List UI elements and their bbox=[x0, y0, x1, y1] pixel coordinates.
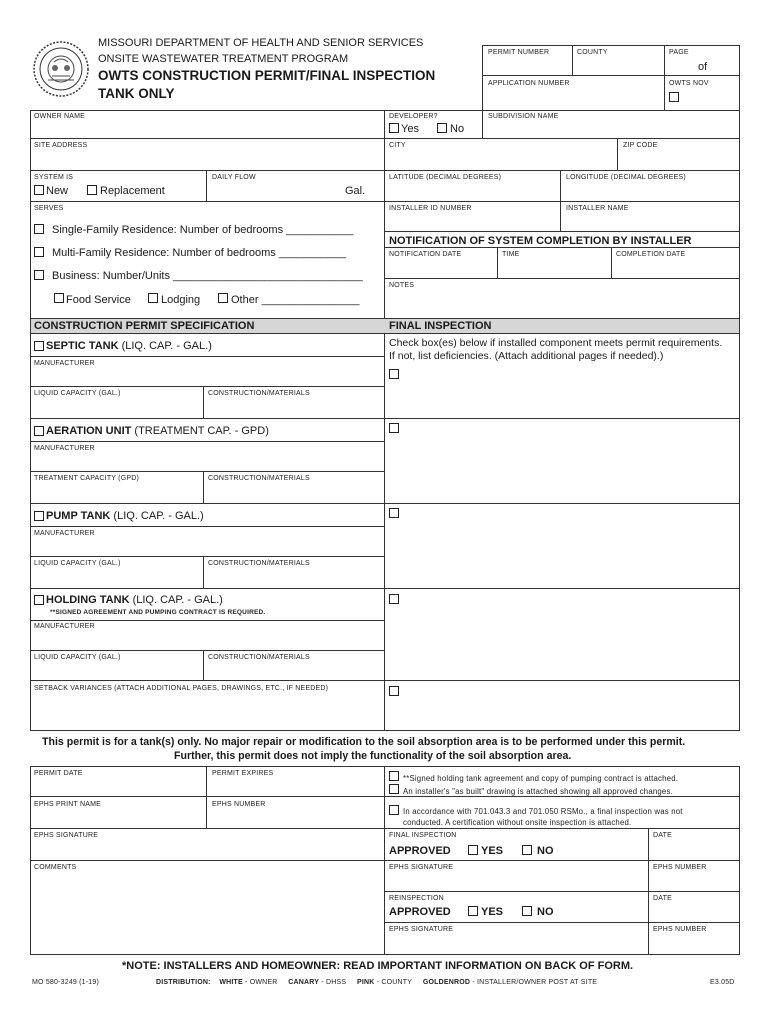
permit-expires-label: PERMIT EXPIRES bbox=[212, 770, 274, 777]
developer-no-checkbox[interactable] bbox=[437, 123, 447, 133]
application-number-label: APPLICATION NUMBER bbox=[488, 80, 570, 87]
form-title: OWTS CONSTRUCTION PERMIT/FINAL INSPECTION bbox=[98, 68, 436, 83]
site-address-label: SITE ADDRESS bbox=[34, 142, 88, 149]
developer-label: DEVELOPER? bbox=[389, 113, 438, 120]
aeration-manufacturer-label: MANUFACTURER bbox=[34, 445, 95, 452]
septic-tank-heading: SEPTIC TANK (LIQ. CAP. - GAL.) bbox=[46, 340, 212, 352]
permit-number-label: PERMIT NUMBER bbox=[488, 49, 550, 56]
ephs-print-name-label: EPHS PRINT NAME bbox=[34, 801, 102, 808]
lodging-label: Lodging bbox=[161, 294, 201, 306]
accordance-text-2: conducted. A certification without onsite inspection is attached. bbox=[403, 818, 632, 827]
statement-line-2: Further, this permit does not imply the functionality of the soil absorption area. bbox=[174, 750, 572, 762]
developer-yes-label: Yes bbox=[401, 123, 419, 135]
ephs-number-label: EPHS NUMBER bbox=[212, 801, 266, 808]
setback-label: SETBACK VARIANCES (ATTACH ADDITIONAL PAGES, DRAWINGS, ETC., IF NEEDED) bbox=[34, 685, 329, 692]
developer-yes-checkbox[interactable] bbox=[389, 123, 399, 133]
single-family-checkbox[interactable] bbox=[34, 224, 44, 234]
pump-construction-label: CONSTRUCTION/MATERIALS bbox=[208, 560, 310, 567]
time-label: TIME bbox=[502, 251, 520, 258]
final-ephs-number-label: EPHS NUMBER bbox=[653, 864, 707, 871]
owts-nov-checkbox[interactable] bbox=[669, 92, 679, 102]
accordance-text-1: In accordance with 701.043.3 and 701.050 RSMo., a final inspection was not bbox=[403, 807, 683, 816]
serves-label: SERVES bbox=[34, 205, 64, 212]
footer-note: *NOTE: INSTALLERS AND HOMEOWNER: READ IMPORTANT INFORMATION ON BACK OF FORM. bbox=[122, 960, 634, 972]
ephs-signature-label: EPHS SIGNATURE bbox=[34, 832, 99, 839]
septic-manufacturer-label: MANUFACTURER bbox=[34, 360, 95, 367]
city-label: CITY bbox=[389, 142, 406, 149]
page-of: of bbox=[698, 61, 708, 73]
system-replacement-checkbox[interactable] bbox=[87, 185, 97, 195]
aeration-unit-checkbox[interactable] bbox=[34, 426, 44, 436]
accordance-checkbox[interactable] bbox=[389, 805, 399, 815]
final-approved-no-checkbox[interactable] bbox=[522, 845, 532, 855]
pump-tank-checkbox[interactable] bbox=[34, 511, 44, 521]
construction-title: CONSTRUCTION PERMIT SPECIFICATION bbox=[34, 320, 255, 332]
final-inspection-title: FINAL INSPECTION bbox=[389, 320, 492, 332]
holding-construction-label: CONSTRUCTION/MATERIALS bbox=[208, 654, 310, 661]
system-replacement-label: Replacement bbox=[100, 185, 165, 197]
notification-title: NOTIFICATION OF SYSTEM COMPLETION BY INSTALLER bbox=[389, 235, 692, 247]
system-is-label: SYSTEM IS bbox=[34, 174, 74, 181]
longitude-label: LONGITUDE (DECIMAL DEGREES) bbox=[566, 174, 686, 181]
final-holding-checkbox[interactable] bbox=[389, 594, 399, 604]
final-ephs-signature-label: EPHS SIGNATURE bbox=[389, 864, 454, 871]
final-date-label: DATE bbox=[653, 832, 672, 839]
canary-label: CANARY bbox=[288, 979, 320, 986]
pump-tank-heading: PUMP TANK (LIQ. CAP. - GAL.) bbox=[46, 510, 204, 522]
notification-date-label: NOTIFICATION DATE bbox=[389, 251, 462, 258]
reinspection-yes-label: YES bbox=[481, 906, 504, 918]
reinspection-ephs-number-label: EPHS NUMBER bbox=[653, 926, 707, 933]
final-instructions-1: Check box(es) below if installed component meets permit requirements. bbox=[389, 337, 723, 349]
other-checkbox[interactable] bbox=[218, 293, 228, 303]
program-name: ONSITE WASTEWATER TREATMENT PROGRAM bbox=[98, 53, 349, 65]
signed-holding-text: **Signed holding tank agreement and copy of pumping contract is attached. bbox=[403, 774, 679, 783]
daily-flow-unit: Gal. bbox=[345, 185, 366, 197]
installer-name-label: INSTALLER NAME bbox=[566, 205, 629, 212]
permit-date-label: PERMIT DATE bbox=[34, 770, 83, 777]
septic-construction-label: CONSTRUCTION/MATERIALS bbox=[208, 390, 310, 397]
business-label: Business: Number/Units _______________________________ bbox=[52, 270, 363, 282]
goldenrod-label: GOLDENROD bbox=[422, 979, 471, 986]
white-label: WHITE bbox=[219, 979, 243, 986]
final-setback-checkbox[interactable] bbox=[389, 686, 399, 696]
comments-label: COMMENTS bbox=[34, 864, 77, 871]
system-new-label: New bbox=[46, 185, 69, 197]
developer-no-label: No bbox=[450, 123, 465, 135]
system-new-checkbox[interactable] bbox=[34, 185, 44, 195]
reinspection-approved-label: APPROVED bbox=[389, 906, 451, 918]
food-service-label: Food Service bbox=[66, 294, 131, 306]
form-id: MO 580-3249 (1-19) bbox=[32, 979, 100, 986]
reinspection-ephs-signature-label: EPHS SIGNATURE bbox=[389, 926, 454, 933]
reinspection-no-label: NO bbox=[537, 906, 554, 918]
holding-tank-heading: HOLDING TANK (LIQ. CAP. - GAL.) bbox=[46, 594, 223, 606]
as-built-text: An installer's "as built" drawing is attached showing all approved changes. bbox=[403, 787, 673, 796]
single-family-label: Single-Family Residence: Number of bedrooms ___________ bbox=[52, 224, 354, 236]
owts-nov-label: OWTS NOV bbox=[669, 80, 709, 87]
reinspection-no-checkbox[interactable] bbox=[522, 906, 532, 916]
installer-id-label: INSTALLER ID NUMBER bbox=[389, 205, 472, 212]
daily-flow-label: DAILY FLOW bbox=[212, 174, 256, 181]
statement-line-1: This permit is for a tank(s) only. No major repair or modification to the soil absorption area is to be performed under this permit. bbox=[42, 736, 686, 748]
notes-label: NOTES bbox=[389, 282, 415, 289]
latitude-label: LATITUDE (DECIMAL DEGREES) bbox=[389, 174, 502, 181]
final-septic-checkbox[interactable] bbox=[389, 369, 399, 379]
final-pump-checkbox[interactable] bbox=[389, 508, 399, 518]
septic-tank-checkbox[interactable] bbox=[34, 341, 44, 351]
pump-manufacturer-label: MANUFACTURER bbox=[34, 530, 95, 537]
subdivision-label: SUBDIVISION NAME bbox=[488, 113, 559, 120]
final-approved-label: APPROVED bbox=[389, 845, 451, 857]
pump-liquid-capacity-label: LIQUID CAPACITY (GAL.) bbox=[34, 560, 121, 567]
other-label: Other ________________ bbox=[231, 294, 360, 306]
state-seal bbox=[32, 40, 90, 98]
final-approved-yes-checkbox[interactable] bbox=[468, 845, 478, 855]
aeration-unit-heading: AERATION UNIT (TREATMENT CAP. - GPD) bbox=[46, 425, 269, 437]
pink-desc: - COUNTY bbox=[374, 979, 413, 986]
reinspection-yes-checkbox[interactable] bbox=[468, 906, 478, 916]
canary-desc: - DHSS bbox=[319, 979, 347, 986]
holding-liquid-capacity-label: LIQUID CAPACITY (GAL.) bbox=[34, 654, 121, 661]
holding-manufacturer-label: MANUFACTURER bbox=[34, 623, 95, 630]
form-code: E3.05D bbox=[710, 979, 735, 986]
county-label: COUNTY bbox=[577, 49, 608, 56]
as-built-checkbox[interactable] bbox=[389, 784, 399, 794]
multi-family-checkbox[interactable] bbox=[34, 247, 44, 257]
distribution-line bbox=[156, 979, 597, 986]
multi-family-label: Multi-Family Residence: Number of bedrooms ___________ bbox=[52, 247, 347, 259]
holding-tank-note: **SIGNED AGREEMENT AND PUMPING CONTRACT IS REQUIRED. bbox=[50, 609, 266, 616]
final-approved-yes-label: YES bbox=[481, 845, 504, 857]
goldenrod-desc: - INSTALLER/OWNER POST AT SITE bbox=[470, 979, 598, 986]
final-inspection-label: FINAL INSPECTION bbox=[389, 832, 457, 839]
final-aeration-checkbox[interactable] bbox=[389, 423, 399, 433]
signed-holding-checkbox[interactable] bbox=[389, 771, 399, 781]
form-subtitle: TANK ONLY bbox=[98, 86, 175, 101]
aeration-construction-label: CONSTRUCTION/MATERIALS bbox=[208, 475, 310, 482]
holding-tank-checkbox[interactable] bbox=[34, 595, 44, 605]
business-checkbox[interactable] bbox=[34, 270, 44, 280]
owner-name-label: OWNER NAME bbox=[34, 113, 85, 120]
completion-date-label: COMPLETION DATE bbox=[616, 251, 686, 258]
distribution-label: DISTRIBUTION: bbox=[156, 979, 211, 986]
treatment-capacity-label: TREATMENT CAPACITY (GPD) bbox=[34, 475, 140, 482]
reinspection-date-label: DATE bbox=[653, 895, 672, 902]
zip-label: ZIP CODE bbox=[623, 142, 658, 149]
dept-name: MISSOURI DEPARTMENT OF HEALTH AND SENIOR SERVICES bbox=[98, 37, 424, 49]
lodging-checkbox[interactable] bbox=[148, 293, 158, 303]
white-desc: - OWNER bbox=[242, 979, 278, 986]
pink-label: PINK bbox=[356, 979, 375, 986]
final-instructions-2: If not, list deficiencies. (Attach additional pages if needed).) bbox=[389, 350, 664, 362]
page-label: PAGE bbox=[669, 49, 689, 56]
septic-liquid-capacity-label: LIQUID CAPACITY (GAL.) bbox=[34, 390, 121, 397]
food-service-checkbox[interactable] bbox=[54, 293, 64, 303]
reinspection-label: REINSPECTION bbox=[389, 895, 444, 902]
final-approved-no-label: NO bbox=[537, 845, 554, 857]
